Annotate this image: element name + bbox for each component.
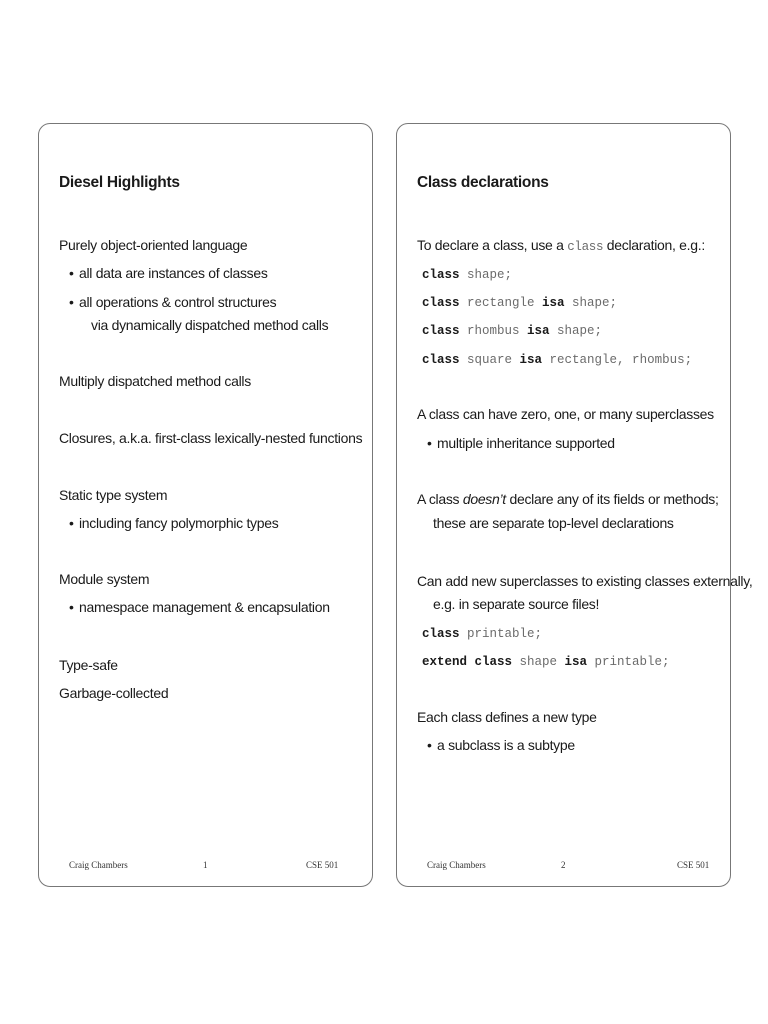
code-line: class rectangle isa shape;	[422, 296, 618, 310]
slide-title: Diesel Highlights	[59, 174, 180, 191]
text-line: Closures, a.k.a. first-class lexically-nested functions	[59, 430, 363, 446]
footer-course: CSE 501	[677, 860, 710, 870]
footer-author: Craig Chambers	[69, 860, 128, 870]
code-line: class shape;	[422, 268, 513, 282]
bullet-item: • all data are instances of classes	[69, 265, 268, 281]
bullet-item: • including fancy polymorphic types	[69, 515, 279, 531]
code-line: extend class shape isa printable;	[422, 655, 670, 669]
bullet-item: • a subclass is a subtype	[427, 737, 575, 753]
bullet-item: • namespace management & encapsulation	[69, 599, 330, 615]
slide-1	[38, 123, 373, 887]
text-line: Static type system	[59, 487, 168, 503]
code-line: class rhombus isa shape;	[422, 324, 603, 338]
text-line: Each class defines a new type	[417, 709, 597, 725]
code-line: class square isa rectangle, rhombus;	[422, 353, 693, 367]
text-line: Type-safe	[59, 657, 118, 673]
text-line: Multiply dispatched method calls	[59, 373, 251, 389]
footer-page: 2	[561, 860, 566, 870]
bullet-item: • multiple inheritance supported	[427, 435, 615, 451]
text-line: via dynamically dispatched method calls	[91, 317, 329, 333]
text-line: Module system	[59, 571, 150, 587]
text-line: To declare a class, use a class declaration, e.g.:	[417, 237, 705, 254]
text-line: Garbage-collected	[59, 685, 169, 701]
slide-title: Class declarations	[417, 174, 549, 191]
text-line: these are separate top-level declarations	[433, 515, 674, 531]
text-line: Can add new superclasses to existing classes externally,	[417, 573, 753, 589]
code-line: class printable;	[422, 627, 543, 641]
footer-course: CSE 501	[306, 860, 339, 870]
footer-author: Craig Chambers	[427, 860, 486, 870]
text-line: A class doesn’t declare any of its fields or methods;	[417, 491, 719, 507]
text-line: Purely object-oriented language	[59, 237, 248, 253]
slide-2	[396, 123, 753, 887]
text-line: A class can have zero, one, or many superclasses	[417, 406, 714, 422]
footer-page: 1	[203, 860, 208, 870]
text-line: e.g. in separate source files!	[433, 596, 600, 612]
bullet-item: • all operations & control structures	[69, 294, 277, 310]
